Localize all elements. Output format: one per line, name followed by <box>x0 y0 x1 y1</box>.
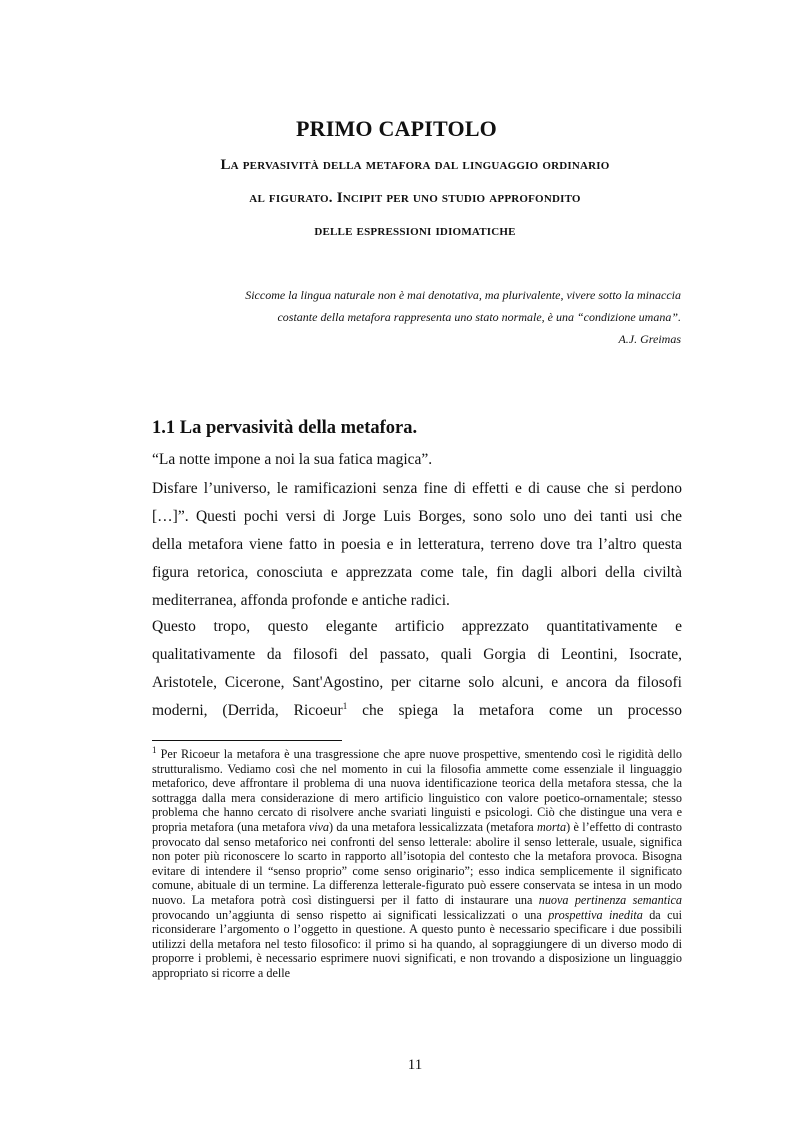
footnote-emphasis: viva <box>308 819 330 834</box>
footnote-text: da cui riconsiderare l’argomento o l’oggetto in questione. A questo punto è necessario specificare i due possibili utilizzi della metafora nel testo filosofico: il primo si ha quando, al sopraggiungere di un diverso modo di proporre i problemi, è necessario esprimere nuovi significati, e non trovando a disposizione un linguaggio appropriato si ricorre a delle <box>152 907 682 980</box>
footnote <box>152 744 683 981</box>
footnote-text: ) è l’effetto di contrasto provocato dal senso metaforico nei confronti del senso letterale: abolire il senso letterale, usuale, significa non poter più riconoscere lo scarto in rapporto all’isotopia del contesto che la metafora provoca. Bisogna evitare di intendere il “senso proprio” come senso originario”; esso indica semplicemente il significato comune, abituale di un termine. La differenza letterale-figurato può essere conservata se intesa in un modo nuovo. La metafora potrà così distinguersi per il fatto di instaurare una <box>152 819 682 907</box>
epigraph-line-1: Siccome la lingua naturale non è mai denotativa, ma plurivalente, vivere sotto la minaccia <box>245 288 681 302</box>
epigraph-author: A.J. Greimas <box>618 332 681 346</box>
footnote-text: provocando un’aggiunta di senso rispetto ai significati lessicalizzati o una <box>152 907 549 922</box>
chapter-subtitle-line-2: al figurato. Incipit per uno studio approfondito <box>249 190 581 206</box>
chapter-subtitle-line-1: La pervasività della metafora dal linguaggio ordinario <box>220 157 610 173</box>
footnote-emphasis: prospettiva inedita <box>548 907 643 922</box>
body-line: Questo tropo, questo elegante artificio apprezzato quantitativamente e <box>152 618 682 635</box>
body-line: Aristotele, Cicerone, Sant'Agostino, per citarne solo alcuni, e ancora da filosofi <box>152 674 682 691</box>
body-line: qualitativamente da filosofi del passato, quali Gorgia di Leontini, Isocrate, <box>152 646 682 663</box>
body-line: della metafora viene fatto in poesia e in letteratura, terreno dove tra l’altro questa <box>152 536 682 553</box>
body-line: figura retorica, conosciuta e apprezzata come tale, fin dagli albori della civiltà <box>152 564 682 581</box>
footnote-text: Per Ricoeur la metafora è una trasgressione che apre nuove prospettive, smentendo così le rigidità dello strutturalismo. Vediamo così che nel momento in cui la filosofia ammette come essenziale il linguaggio metaforico, deve affrontare il problema di una nuova identificazione teorica della metafora stessa, che la sottragga dalla mera considerazione di mero artificio linguistico con valore poetico-ornamentale; stesso problema che hanno cercato di risolvere anche svariati linguisti e psicologi. Ciò che distingue una vera e propria metafora (una metafora <box>152 747 682 834</box>
chapter-subtitle-line-3: delle espressioni idiomatiche <box>314 223 516 239</box>
epigraph-line-2: costante della metafora rappresenta uno stato normale, è una “condizione umana”. <box>277 310 681 324</box>
body-line-text-before: moderni, (Derrida, Ricoeur <box>152 702 343 719</box>
footnote-reference-marker: 1 <box>342 700 348 711</box>
footnote-text: ) da una metafora lessicalizzata (metafora <box>329 819 537 834</box>
body-line: mediterranea, affonda profonde e antiche radici. <box>152 592 450 609</box>
footnote-marker: 1 <box>152 744 157 755</box>
body-line: […]”. Questi pochi versi di Jorge Luis Borges, sono solo uno dei tanti usi che <box>152 508 682 525</box>
footnote-emphasis: nuova pertinenza semantica <box>538 892 683 907</box>
footnote-emphasis: morta <box>536 819 567 834</box>
page-number: 11 <box>407 1057 423 1073</box>
section-heading: 1.1 La pervasività della metafora. <box>152 418 418 438</box>
body-line: “La notte impone a noi la sua fatica magica”. <box>152 451 433 468</box>
footnote-separator <box>152 740 342 741</box>
body-line-text-after: che spiega la metafora come un processo <box>347 702 683 719</box>
body-line: Disfare l’universo, le ramificazioni senza fine di effetti e di cause che si perdono <box>152 480 682 497</box>
body-line-last <box>152 701 682 721</box>
chapter-title: PRIMO CAPITOLO <box>295 116 497 141</box>
